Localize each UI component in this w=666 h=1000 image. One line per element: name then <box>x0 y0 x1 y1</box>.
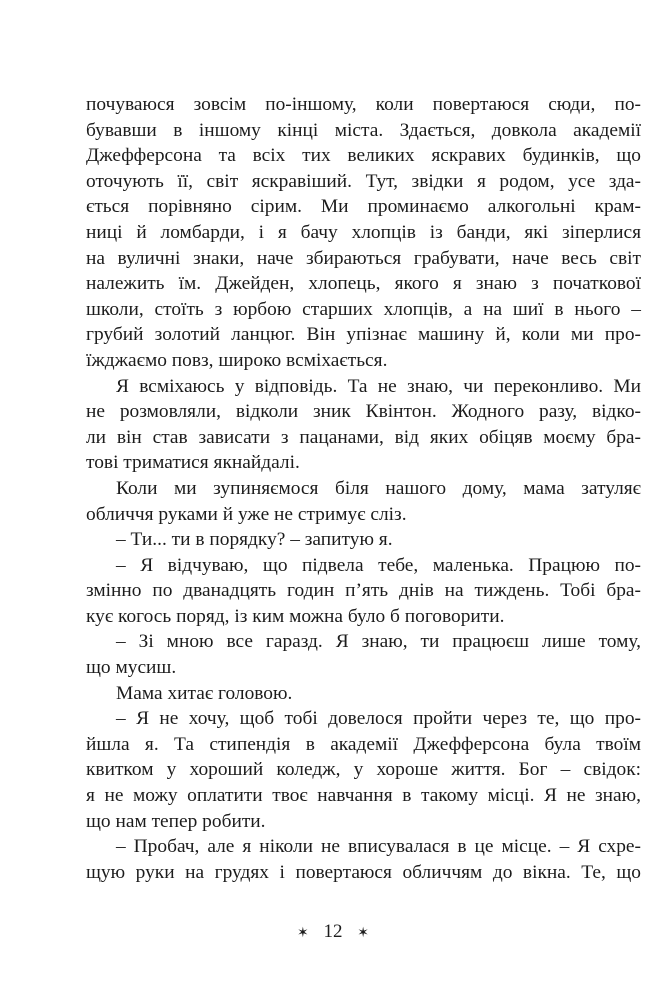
left-star-ornament-icon: ✶ <box>297 925 309 941</box>
text-line: щую руки на грудях і повертаюся обличчям до вікна. Те, що <box>86 861 641 883</box>
text-line: їжджаємо повз, широко всміхається. <box>86 349 388 371</box>
text-line: Коли ми зупиняємося біля нашого дому, мама затуляє <box>116 477 641 499</box>
text-line: ли він став зависати з пацанами, від яких обіцяв моєму бра- <box>86 426 641 448</box>
text-line: ниці й ломбарди, і я бачу хлопців із банди, які зіперлися <box>86 221 641 243</box>
text-line: – Я відчуваю, що підвела тебе, маленька. Працюю по- <box>116 554 641 576</box>
paragraph <box>86 706 641 834</box>
text-line: змінно по дванадцять годин п’ять днів на тиждень. Тобі бра- <box>86 580 641 602</box>
text-line: не розмовляли, відколи зник Квінтон. Жодного разу, відко- <box>86 401 641 423</box>
text-line: ється порівняно сірим. Ми проминаємо алкогольні крам- <box>86 196 641 218</box>
paragraph <box>86 834 641 885</box>
text-line: – Я не хочу, щоб тобі довелося пройти через те, що про- <box>116 708 641 730</box>
right-star-ornament-icon: ✶ <box>357 925 369 941</box>
text-line: тові триматися якнайдалі. <box>86 452 300 474</box>
text-line: Мама хитає головою. <box>116 682 293 704</box>
text-line: бувавши в іншому кінці міста. Здається, довкола академії <box>86 119 641 141</box>
text-line: що мусиш. <box>86 657 177 679</box>
text-line: почуваюся зовсім по-іншому, коли повертаюся сюди, по- <box>86 94 641 115</box>
text-line: – Зі мною все гаразд. Я знаю, ти працюєш лише тому, <box>116 631 641 653</box>
paragraph <box>86 629 641 680</box>
text-line: йшла я. Та стипендія в академії Джефферсона була твоїм <box>86 733 641 755</box>
paragraph <box>86 681 641 707</box>
text-line: кує когось поряд, із ким можна було б поговорити. <box>86 605 505 627</box>
text-line: – Пробач, але я ніколи не вписувалася в це місце. – Я схре- <box>116 836 641 858</box>
text-line: оточують її, світ яскравіший. Тут, звідки я родом, усе зда- <box>86 170 641 192</box>
page-footer <box>0 920 666 945</box>
page-body-text <box>86 92 641 885</box>
text-line: що нам тепер робити. <box>86 810 266 832</box>
paragraph <box>86 374 641 476</box>
paragraph <box>86 527 641 553</box>
text-line: грубий золотий ланцюг. Він упізнає машину й, коли ми про- <box>86 324 641 346</box>
text-line: Я всміхаюсь у відповідь. Та не знаю, чи переконливо. Ми <box>116 375 641 397</box>
text-line: – Ти... ти в порядку? – запитую я. <box>116 529 393 551</box>
text-line: належить їм. Джейден, хлопець, якого я знаю з початкової <box>86 273 641 295</box>
text-line: Джефферсона та всіх тих великих яскравих будинків, що <box>86 145 641 167</box>
paragraph <box>86 92 641 374</box>
paragraph <box>86 476 641 527</box>
text-line: квитком у хороший коледж, у хороше життя. Бог – свідок: <box>86 759 641 781</box>
text-line: обличчя руками й уже не стримує сліз. <box>86 503 407 525</box>
text-line: на вуличні знаки, наче збираються грабувати, наче весь світ <box>86 247 641 269</box>
text-line: я не можу оплатити твоє навчання в такому місці. Я не знаю, <box>86 785 641 807</box>
text-line: школи, стоїть з юрбою старших хлопців, а на шиї в нього – <box>86 298 641 320</box>
paragraph <box>86 553 641 630</box>
page-number: 12 <box>323 921 343 942</box>
